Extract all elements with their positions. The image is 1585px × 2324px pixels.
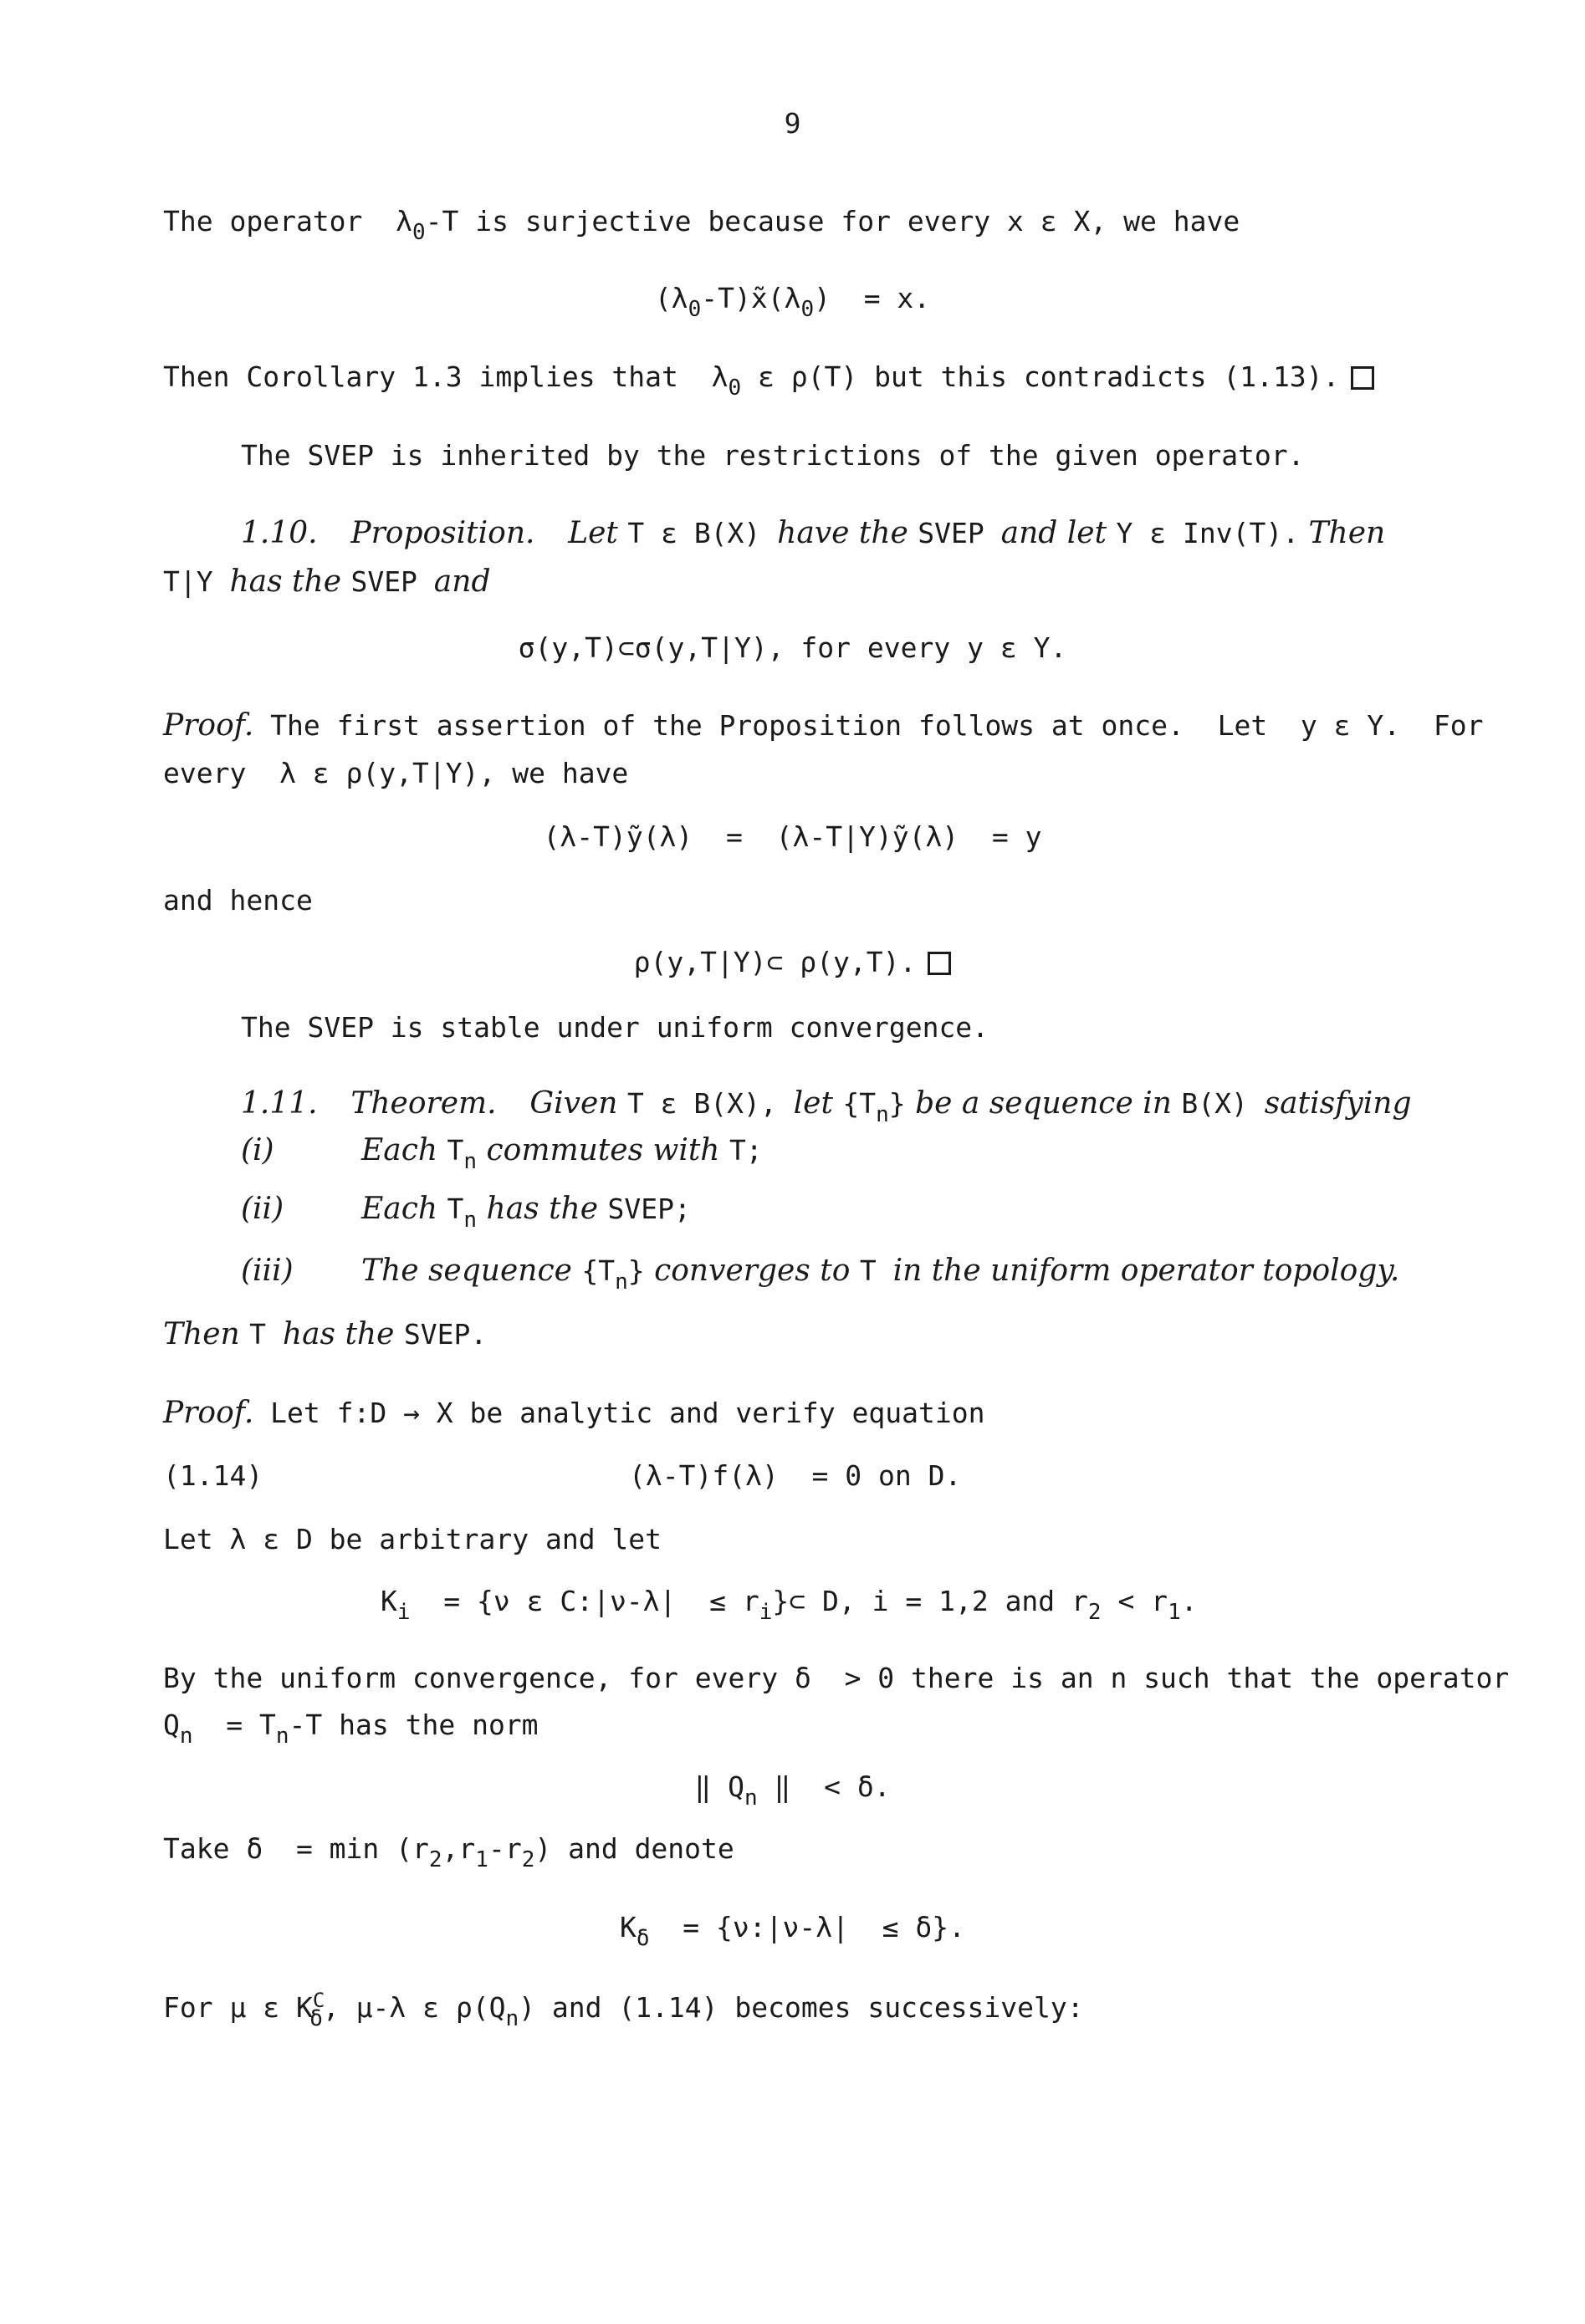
text-line: Take $\delta = \min (r_2,r_1-r_2)$ and denote (163, 1832, 734, 1872)
display-equation: $(\lambda_0-T)x̃(\lambda_0) = x$. (654, 282, 931, 322)
display-equation: (λ-T)ỹ(λ) = (λ-T|Y)ỹ(λ) = y (543, 820, 1042, 853)
text-line: The operator $\lambda_0-T$ is surjective because for every x ε X, we have (163, 205, 1240, 245)
text-line: Then Corollary 1.3 implies that $\lambda_0$ ε ρ(T) but this contradicts (1.13). (163, 363, 1374, 391)
text-line: every λ ε ρ(y,T|Y), we have (163, 757, 629, 789)
text-line: The SVEP is inherited by the restrictions of the given operator. (241, 439, 1305, 472)
theorem-item: (ii) (241, 1192, 284, 1226)
theorem-item-text: The sequence $\{T_n\}$ converges to T in the uniform operator topology. (361, 1254, 1400, 1295)
display-equation: ρ(y,T|Y)⊂ ρ(y,T). (0, 948, 1585, 976)
theorem-item: (iii) (241, 1254, 294, 1288)
proof-line: Proof. The first assertion of the Proposition follows at once. Let y ε Y. For (163, 708, 1484, 743)
display-equation: $K_i = \{\nu$ ε C:|ν-λ| ≤ $r_i\}\subset$ D, i = 1,2 and $r_2 < r_1$. (381, 1585, 1198, 1625)
proposition-heading: 1.10. Proposition. Let T ε B(X) have the SVEP and let Y ε Inv(T). Then (241, 516, 1386, 550)
qed-square-icon (928, 952, 951, 975)
text-line: The SVEP is stable under uniform convergence. (241, 1011, 989, 1044)
text-line: and hence (163, 884, 313, 917)
proof-line: Proof. Let f:D → X be analytic and verify equation (163, 1396, 985, 1430)
text-line: $Q_n = T_n-T$ has the norm (163, 1709, 539, 1749)
text-line: Let λ ε D be arbitrary and let (163, 1523, 662, 1555)
proposition-line: T|Y has the SVEP and (163, 564, 491, 599)
text-line: By the uniform convergence, for every δ > 0 there is an n such that the operator (163, 1662, 1510, 1694)
display-equation: $K_\delta$ = {ν:|ν-λ| ≤ δ}. (619, 1911, 966, 1951)
theorem-item: (i) (241, 1133, 274, 1167)
theorem-heading: 1.11. Theorem. Given T ε B(X), let $\{T_n\}$ be a sequence in B(X) satisfying (241, 1086, 1412, 1127)
theorem-item-text: Each $T_n$ commutes with T; (361, 1133, 763, 1174)
theorem-conclusion: Then T has the SVEP. (163, 1317, 488, 1351)
text-line: For μ ε $K^C_\delta$, μ-λ ε $\rho(Q_n)$ and (1.14) becomes successively: (163, 1989, 1084, 2031)
page-number: 9 (784, 107, 801, 140)
equation-tag: (1.14) (163, 1459, 263, 1492)
display-equation: ‖ $Q_n$ ‖ < δ. (694, 1770, 891, 1811)
display-equation: (λ-T)f(λ) = 0 on D. (629, 1459, 962, 1492)
theorem-item-text: Each $T_n$ has the SVEP; (361, 1192, 691, 1233)
qed-square-icon (1351, 366, 1374, 390)
display-equation: σ(y,T)⊂σ(y,T|Y), for every y ε Y. (518, 631, 1067, 664)
